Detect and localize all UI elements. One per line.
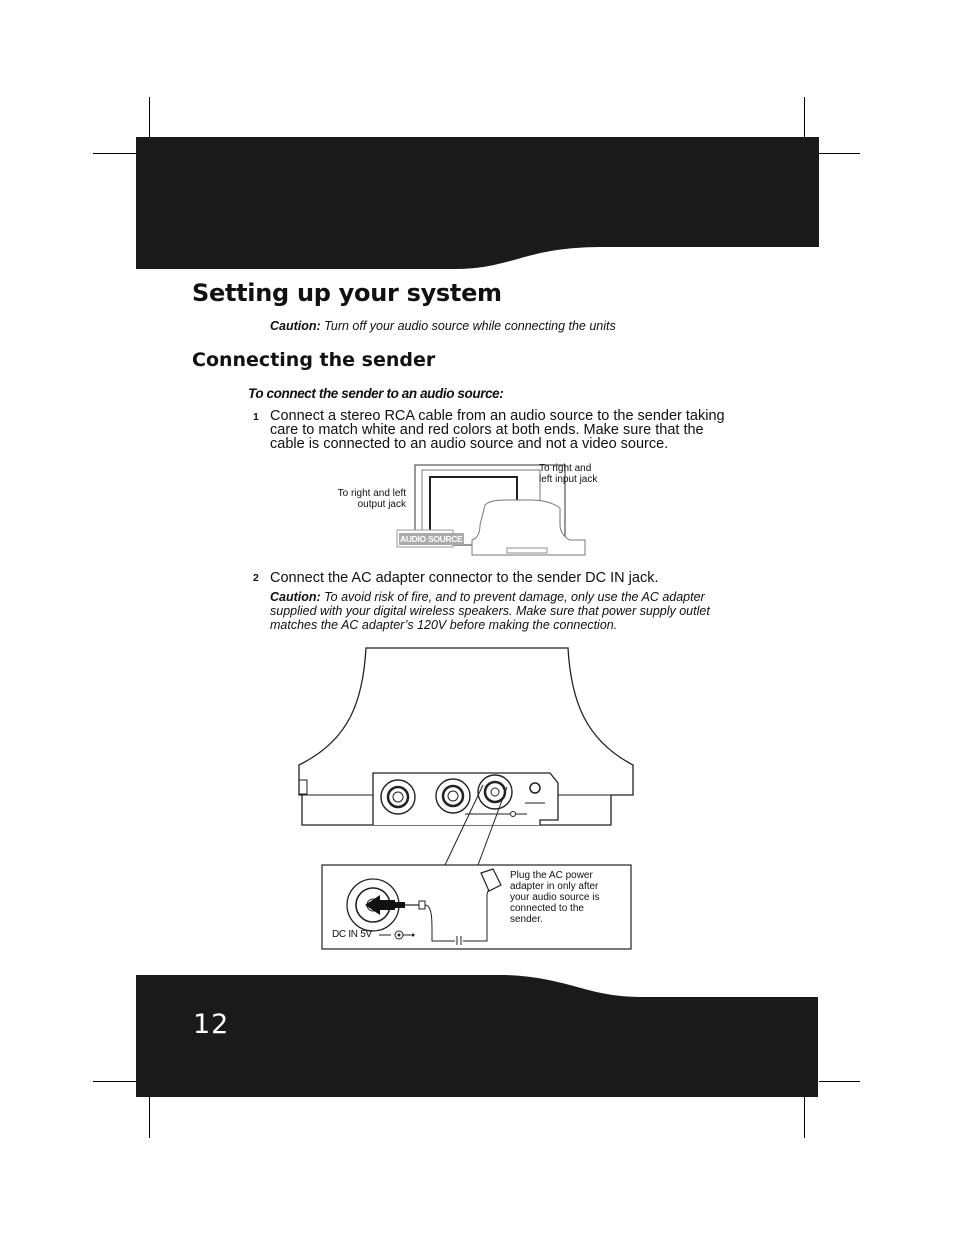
adapter-note-line: sender. [510, 914, 543, 925]
callout-output-jack [318, 488, 406, 510]
step-text [270, 409, 735, 451]
callout-line: left input jack [539, 474, 598, 485]
callout-input-jack [539, 463, 597, 485]
caution-line: supplied with your digital wireless speakers. Make sure that power supply outlet [270, 604, 710, 618]
step-line: care to match white and red colors at both ends. Make sure that the [270, 422, 704, 438]
crop-mark [149, 97, 150, 138]
step-line: Connect a stereo RCA cable from an audio source to the sender taking [270, 408, 725, 424]
audio-source-label: AUDIO SOURCE [400, 534, 463, 544]
crop-mark [93, 1081, 136, 1082]
adapter-note-line: Plug the AC power [510, 870, 593, 881]
callout-line: output jack [357, 499, 406, 510]
crop-mark [819, 1081, 860, 1082]
step-line: cable is connected to an audio source and not a video source. [270, 436, 669, 452]
crop-mark [804, 1097, 805, 1138]
page-title: Setting up your system [192, 279, 502, 307]
top-caution [270, 319, 616, 333]
caution-text: Turn off your audio source while connecting the units [320, 319, 616, 333]
crop-mark [819, 153, 860, 154]
procedure-heading: To connect the sender to an audio source: [248, 386, 504, 401]
crop-mark [804, 97, 805, 138]
adapter-note-line: your audio source is [510, 892, 600, 903]
crop-mark [93, 153, 136, 154]
header-band [136, 137, 819, 269]
adapter-note [510, 870, 600, 925]
crop-mark [149, 1097, 150, 1138]
adapter-note-line: adapter in only after [510, 881, 599, 892]
adapter-note-line: connected to the [510, 903, 584, 914]
caution-line: To avoid risk of fire, and to prevent damage, only use the AC adapter [320, 590, 705, 604]
footer-band [136, 975, 818, 1097]
caution-label: Caution: [270, 590, 321, 604]
step-number: 2 [253, 572, 259, 584]
caution-label: Caution: [270, 319, 321, 333]
step2-caution [270, 590, 730, 632]
caution-line: matches the AC adapter’s 120V before making the connection. [270, 618, 618, 632]
page-number: 12 [193, 1009, 230, 1040]
step-text [270, 571, 735, 585]
step-number: 1 [253, 411, 259, 423]
step-line: Connect the AC adapter connector to the sender DC IN jack. [270, 570, 659, 586]
callout-line: To right and [539, 463, 592, 474]
section-title: Connecting the sender [192, 349, 436, 371]
dc-in-label: DC IN 5V [332, 929, 372, 940]
callout-line: To right and left [337, 488, 406, 499]
